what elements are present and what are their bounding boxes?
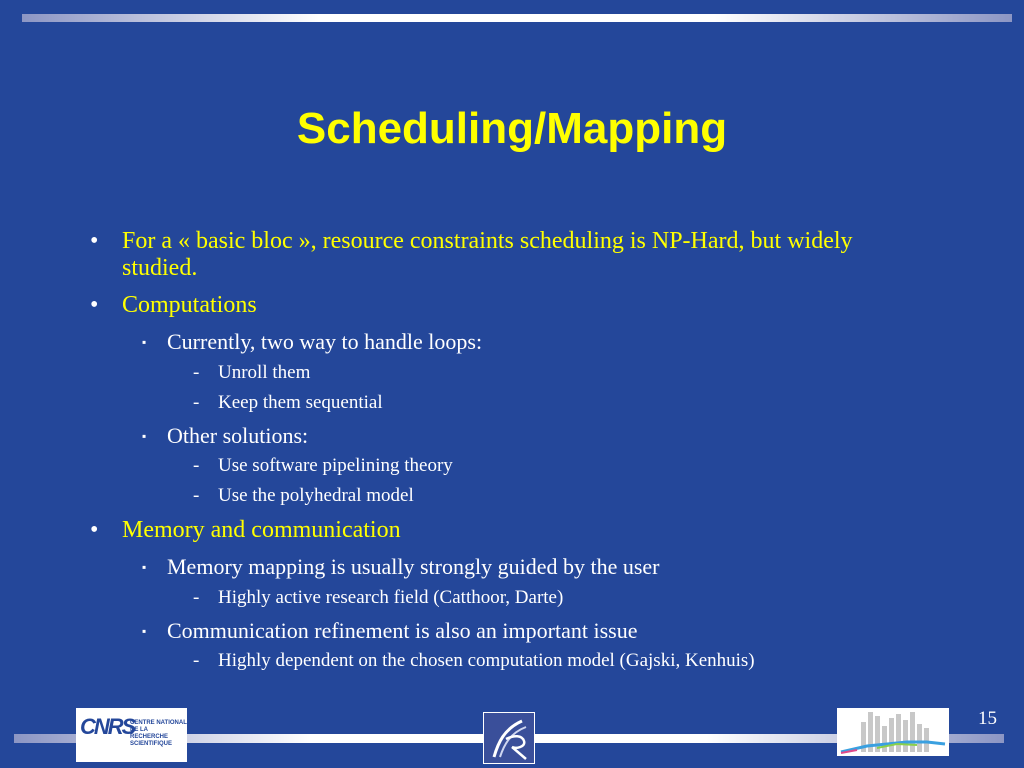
bullet-text: For a « basic bloc », resource constraints scheduling is NP-Hard, but widely studied.: [122, 228, 853, 281]
sub-bullet-4: [142, 618, 638, 644]
bullet-text: Use the polyhedral model: [218, 485, 414, 506]
bullet-marker: -: [193, 485, 200, 506]
bullet-marker: •: [90, 228, 99, 254]
sub-sub-bullet-5: [193, 587, 564, 609]
bullet-marker: -: [193, 587, 200, 608]
bullet-marker: •: [90, 292, 99, 318]
bullet-marker: -: [193, 362, 200, 383]
top-decor-bar: [22, 14, 1012, 22]
lab-logo: [837, 708, 949, 756]
bullet-text: Communication refinement is also an important issue: [167, 618, 638, 643]
cnrs-logo-text: CENTRE NATIONAL DE LA RECHERCHE SCIENTIFIQUE: [130, 720, 187, 747]
sub-bullet-3: [142, 554, 660, 580]
bullet-text: Keep them sequential: [218, 392, 383, 413]
bullet-marker: -: [193, 392, 200, 413]
bullet-text: Computations: [122, 292, 257, 318]
sub-sub-bullet-3: [193, 455, 453, 477]
sub-sub-bullet-6: [193, 650, 755, 672]
page-number: 15: [978, 708, 997, 729]
bullet-marker: •: [90, 517, 99, 543]
bullet-text: Memory mapping is usually strongly guided by the user: [167, 554, 660, 579]
bullet-marker: ▪: [142, 560, 147, 574]
bullet-text: Currently, two way to handle loops:: [167, 329, 483, 354]
stylized-r-icon: [484, 713, 534, 763]
bullet-text: Highly active research field (Catthoor, Darte): [218, 587, 564, 608]
bullet-text: Unroll them: [218, 362, 311, 383]
bullet-text: Other solutions:: [167, 423, 309, 448]
bullet-marker: ▪: [142, 429, 147, 443]
bullet-marker: -: [193, 650, 200, 671]
sub-sub-bullet-4: [193, 485, 414, 507]
bar-graph-logo-icon: [837, 708, 949, 756]
sub-bullet-1: [142, 329, 483, 355]
institution-logo: [483, 712, 535, 764]
cnrs-logo: [76, 708, 187, 762]
bullet-1: [90, 228, 922, 282]
sub-bullet-2: [142, 423, 309, 449]
bullet-text: Memory and communication: [122, 517, 401, 543]
slide-title: Scheduling/Mapping: [296, 104, 728, 153]
bullet-marker: ▪: [142, 335, 147, 349]
cnrs-mark: CNRS: [80, 714, 135, 739]
sub-sub-bullet-1: [193, 362, 311, 384]
bullet-3: [90, 517, 922, 544]
bullet-marker: -: [193, 455, 200, 476]
bullet-2: [90, 292, 922, 319]
bullet-text: Highly dependent on the chosen computation model (Gajski, Kenhuis): [218, 650, 755, 671]
bullet-text: Use software pipelining theory: [218, 455, 453, 476]
bullet-marker: ▪: [142, 624, 147, 638]
sub-sub-bullet-2: [193, 392, 383, 414]
